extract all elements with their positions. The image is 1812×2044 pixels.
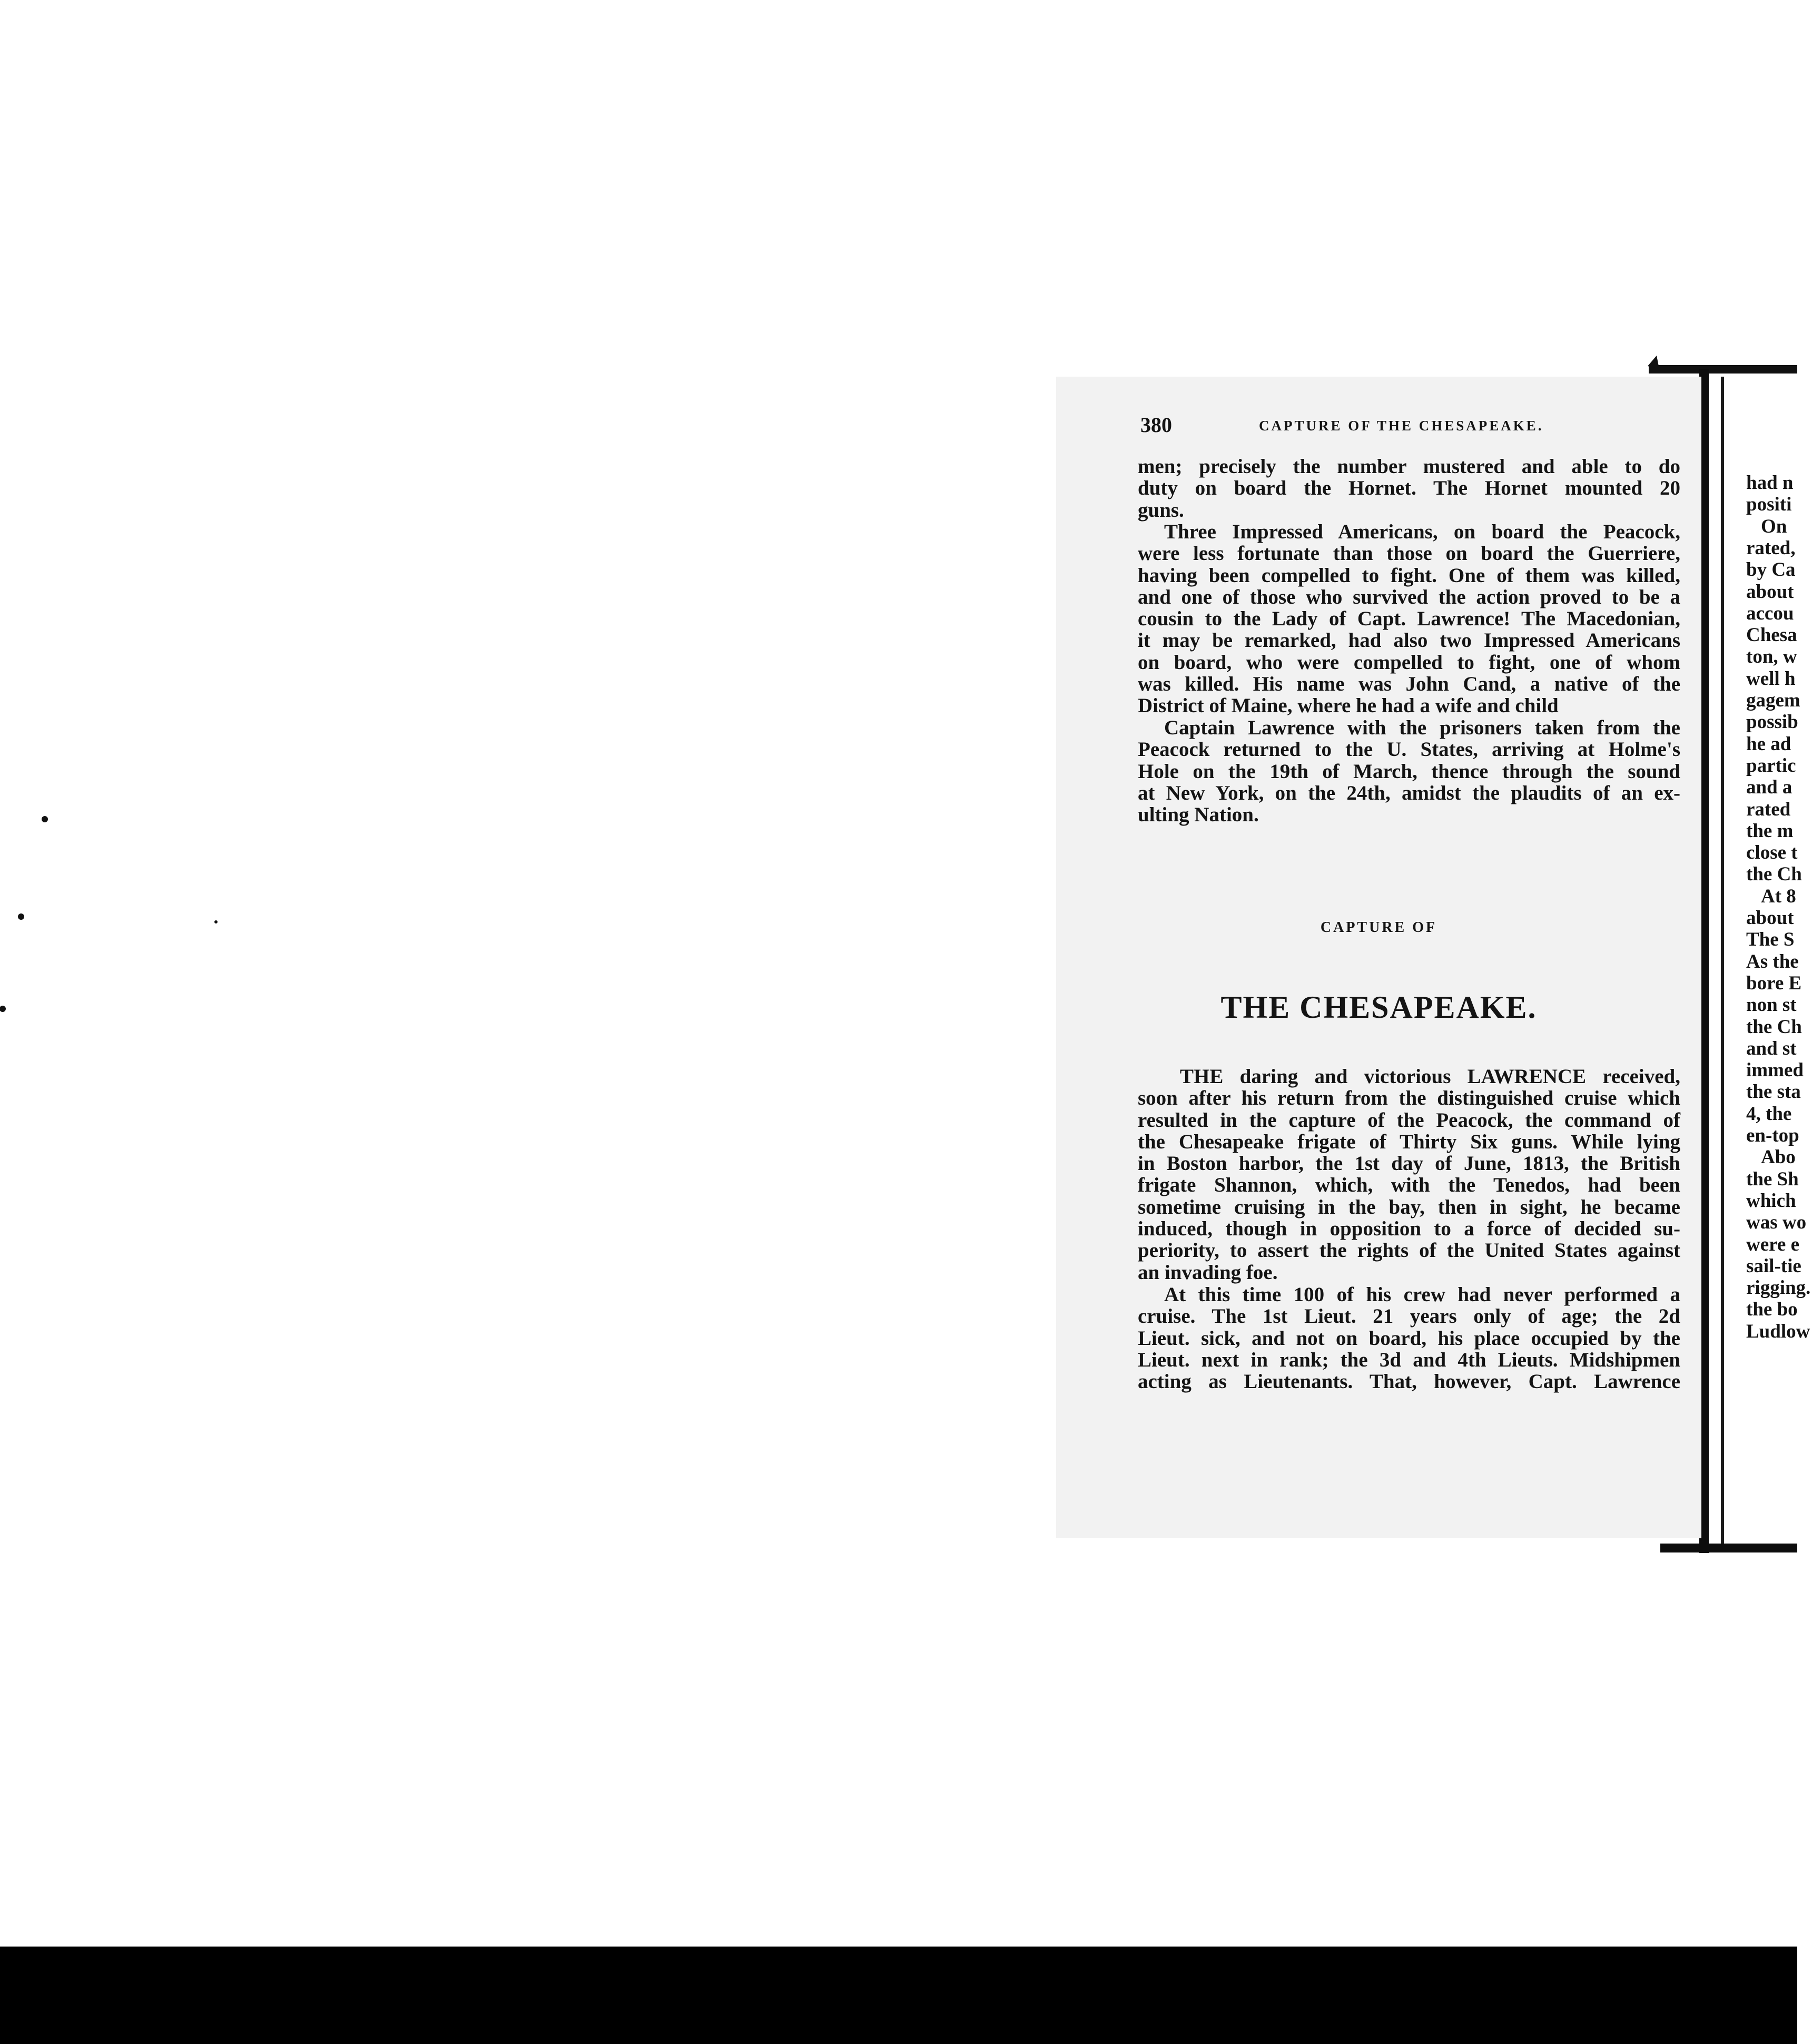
text-line: acting as Lieutenants. That, however, Capt. Lawrence [1138,1370,1680,1393]
facing-page-fragment: rated [1746,798,1791,820]
text-line: at New York, on the 24th, amidst the plaudits of an ex- [1138,781,1680,804]
text-line: was killed. His name was John Cand, a native of the [1138,673,1680,696]
text-line: cousin to the Lady of Capt. Lawrence! The Macedonian, [1138,607,1680,631]
text-line: sometime cruising in the bay, then in sight, he became [1138,1195,1680,1218]
facing-page-fragment: the Ch [1746,863,1802,886]
facing-page-fragment: the m [1746,820,1794,842]
text-line: soon after his return from the distinguished cruise which [1138,1087,1680,1110]
facing-page-fragment: sail-tie [1746,1255,1801,1277]
facing-page-fragment: Abo [1761,1146,1796,1168]
page-header [1140,412,1667,444]
text-line: and one of those who survived the action proved to be a [1138,585,1680,608]
facing-page-fragment: partic [1746,754,1796,777]
text-line: Captain Lawrence with the prisoners taken from the [1164,716,1680,739]
facing-page-fragment: rated, [1746,537,1796,559]
paragraph [1138,456,1680,521]
running-head: CAPTURE OF THE CHESAPEAKE. [1259,418,1544,434]
facing-page-fragment: the Sh [1746,1168,1799,1190]
facing-page-fragment: The S [1746,929,1795,951]
text-line: it may be remarked, had also two Impressed Americans [1138,629,1680,652]
text-line: Lieut. sick, and not on board, his place occupied by the [1138,1326,1680,1350]
facing-page-fragment: and a [1746,777,1793,799]
facing-page-fragment: close t [1746,842,1798,864]
facing-page-fragment: On [1761,515,1787,537]
facing-page-fragment: about [1746,907,1794,929]
facing-page-fragment: accou [1746,602,1794,624]
facing-page-fragment: Chesa [1746,624,1797,646]
text-line: having been compelled to fight. One of them was killed, [1138,564,1680,587]
speck [0,1006,6,1012]
paragraph [1138,1066,1680,1283]
facing-page-fragment: the bo [1746,1299,1798,1321]
facing-page-fragment: by Ca [1746,559,1796,581]
facing-page-fragment: non st [1746,994,1797,1016]
text-line: Hole on the 19th of March, thence through the sound [1138,760,1680,783]
page-number: 380 [1140,413,1172,437]
text-line: an invading foe. [1138,1261,1278,1284]
book-page [1056,377,1701,1538]
paragraph [1138,717,1680,826]
facing-page-bottom-rule [1660,1544,1797,1552]
text-line: At this time 100 of his crew had never performed a [1164,1283,1680,1306]
text-line: resulted in the capture of the Peacock, the command of [1138,1108,1680,1132]
facing-page-frame-line [1721,377,1724,1544]
facing-page-fragment: At 8 [1761,885,1796,907]
text-line: ulting Nation. [1138,803,1259,827]
facing-page-fragment: gagem [1746,690,1800,711]
facing-page-fragment: the sta [1746,1081,1801,1103]
facing-page-fragment: was wo [1746,1212,1807,1234]
facing-page-fragment: had n [1746,472,1794,494]
facing-page-top-rule [1649,365,1797,374]
facing-page-fragment: which [1746,1190,1796,1212]
facing-page-fragment: were e [1746,1233,1799,1255]
facing-page-fragment: well h [1746,667,1796,690]
speck [42,816,48,822]
text-line: men; precisely the number mustered and able to do [1138,455,1680,478]
speck [18,913,24,920]
facing-page-fragment: As the [1746,950,1799,972]
facing-page-fragment: positi [1746,494,1792,516]
facing-page-fragment: immed [1746,1059,1804,1082]
facing-page-fragment: rigging. [1746,1277,1811,1299]
facing-page-fragment: ton, w [1746,646,1797,668]
text-line: Peacock returned to the U. States, arriving at Holme's [1138,738,1680,761]
text-line: guns. [1138,498,1184,522]
text-line: were less fortunate than those on board the Guerriere, [1138,542,1680,565]
facing-page-fragment: en-top [1746,1125,1799,1146]
facing-page-fragment: the Ch [1746,1016,1802,1038]
text-line: frigate Shannon, which, with the Tenedos, had been [1138,1174,1680,1197]
facing-page-fragment: he ad [1746,733,1791,755]
speck [214,920,218,923]
text-line: induced, though in opposition to a force of decided su- [1138,1217,1680,1241]
bottom-black-border [0,1947,1797,2044]
facing-page-fragment: possib [1746,711,1798,733]
section-kicker: CAPTURE OF [1320,919,1437,936]
text-line: on board, who were compelled to fight, one of whom [1138,651,1680,674]
paragraph [1138,521,1680,717]
text-line: duty on board the Hornet. The Hornet mounted 20 [1138,477,1680,500]
text-line: in Boston harbor, the 1st day of June, 1813, the British [1138,1152,1680,1175]
text-line: District of Maine, where he had a wife and child [1138,694,1559,718]
text-line: Lieut. next in rank; the 3d and 4th Lieuts. Midshipmen [1138,1348,1680,1371]
facing-page-fragment: Ludlow [1746,1320,1810,1342]
facing-page-fragment: and st [1746,1037,1797,1059]
text-line: THE daring and victorious LAWRENCE received, [1180,1065,1680,1088]
text-line: Three Impressed Americans, on board the Peacock, [1164,520,1680,543]
text-line: the Chesapeake frigate of Thirty Six guns. While lying [1138,1130,1680,1153]
text-line: cruise. The 1st Lieut. 21 years only of age; the 2d [1138,1305,1680,1328]
paragraph [1138,1284,1680,1392]
facing-page-fragment: about [1746,581,1794,603]
section-title: THE CHESAPEAKE. [1220,990,1537,1025]
text-line: periority, to assert the rights of the United States against [1138,1239,1680,1262]
facing-page-fragment: bore E [1746,972,1802,994]
facing-page-fragment: 4, the [1746,1103,1792,1125]
